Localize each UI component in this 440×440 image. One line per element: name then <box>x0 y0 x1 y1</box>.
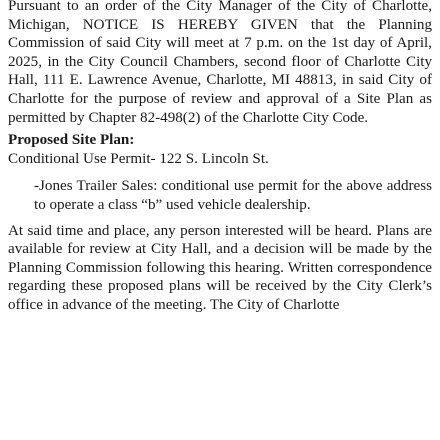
public-notice <box>8 0 432 315</box>
notice-closing-paragraph: At said time and place, any person interested will be heard. Plans are available for review at City Hall, and a decision will be made by the Planning Commission following this hearing. Written correspondence regarding these proposed plans will be received by the City Clerk’s office in advance of the meeting. The City of Charlotte <box>8 222 432 313</box>
site-plan-detail: -Jones Trailer Sales: conditional use permit for the above address to operate a class “b” used vehicle dealership. <box>34 178 432 213</box>
site-plan-heading: Proposed Site Plan: <box>8 132 135 149</box>
site-plan-item: Conditional Use Permit- 122 S. Lincoln St. <box>8 150 269 167</box>
notice-intro-paragraph: Pursuant to an order of the City Manager of the City of Charlotte, Michigan, NOTICE IS HEREBY GIVEN that the Planning Commission of said City will meet at 7 p.m. on the 1st day of April, 2025, in the City Council Chambers, second floor of Charlotte City Hall, 111 E. Lawrence Avenue, Charlotte, MI 48813, in said City of Charlotte for the purpose of review and approval of a Site Plan as permitted by Chapter 82-498(2) of the Charlotte City Code. <box>8 0 432 126</box>
